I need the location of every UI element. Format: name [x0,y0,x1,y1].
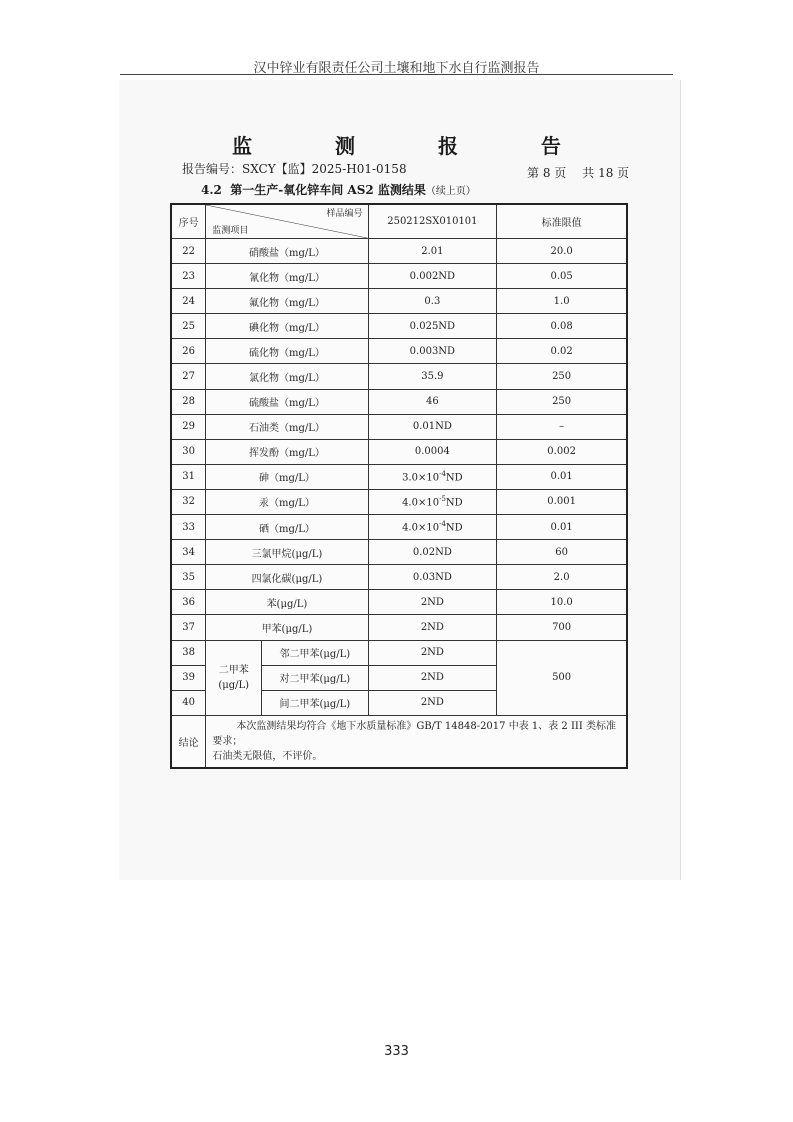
page-count [527,164,629,181]
row-number: 33 [171,515,206,540]
table-row [171,590,627,615]
row-number: 30 [171,439,206,464]
table-row [171,640,627,665]
table-row [171,515,627,540]
standard-limit: 20.0 [497,239,627,264]
row-number: 39 [171,665,206,690]
section-title: 第一生产-氧化锌车间 AS2 监测结果 [230,183,426,197]
monitoring-item: 间二甲苯(μg/L) [262,690,368,715]
monitoring-item: 邻二甲苯(μg/L) [262,640,368,665]
conclusion-line1: 本次监测结果均符合《地下水质量标准》GB/T 14848-2017 中表 1、表 2 III 类标准要求； [212,720,616,747]
table-row [171,540,627,565]
report-number: 报告编号：SXCY【监】2025-H01-0158 [182,162,407,176]
monitoring-item: 对二甲苯(μg/L) [262,665,368,690]
result-value [368,464,497,489]
standard-limit: 10.0 [497,590,627,615]
result-suffix: ND [445,472,463,484]
result-exponent: -4 [439,520,446,529]
monitoring-item: 硝酸盐（mg/L） [206,239,368,264]
result-value: 2ND [368,665,497,690]
standard-limit: 0.001 [497,489,627,514]
result-value: 2ND [368,615,497,640]
monitoring-item: 硫酸盐（mg/L） [206,389,368,414]
table-row [171,565,627,590]
standard-limit: 0.02 [497,339,627,364]
document-title: 监 测 报 告 [232,134,599,158]
result-base: 3.0×10 [402,472,440,484]
row-number: 22 [171,239,206,264]
table-row [171,314,627,339]
row-number: 25 [171,314,206,339]
standard-limit: – [497,414,627,439]
result-value: 0.002ND [368,264,497,289]
row-number: 37 [171,615,206,640]
page-header: 汉中锌业有限责任公司土壤和地下水自行监测报告 [253,61,540,76]
result-value: 0.0004 [368,439,497,464]
monitoring-item: 氟化物（mg/L） [206,289,368,314]
table-row [171,239,627,264]
monitoring-item: 石油类（mg/L） [206,414,368,439]
table-row [171,264,627,289]
row-number: 35 [171,565,206,590]
conclusion-label: 结论 [171,715,206,768]
table-row [171,389,627,414]
row-number: 28 [171,389,206,414]
table-row [171,414,627,439]
row-number: 29 [171,414,206,439]
table-row [171,464,627,489]
standard-limit: 250 [497,389,627,414]
result-exponent: -5 [439,495,446,504]
row-number: 24 [171,289,206,314]
result-value: 2ND [368,590,497,615]
page-number: 333 [384,1044,409,1059]
monitoring-item: 挥发酚（mg/L） [206,439,368,464]
result-suffix: ND [445,522,463,534]
section-note: （续上页） [425,186,476,197]
row-number: 31 [171,464,206,489]
standard-limit: 0.08 [497,314,627,339]
header-divider [120,74,673,75]
table-row [171,364,627,389]
result-value: 0.3 [368,289,497,314]
monitoring-item: 汞（mg/L） [206,489,368,514]
conclusion-text [206,715,627,768]
header-seq: 序号 [171,204,206,239]
conclusion-line2: 石油类无限值，不评价。 [212,750,323,762]
result-value: 0.01ND [368,414,497,439]
table-row [171,489,627,514]
standard-limit: 250 [497,364,627,389]
result-base: 4.0×10 [402,522,440,534]
table-row [171,615,627,640]
monitoring-item: 砷（mg/L） [206,464,368,489]
header-diagonal-cell [206,204,368,239]
monitoring-item: 四氯化碳(μg/L) [206,565,368,590]
xylene-group-label [206,640,262,715]
result-value: 2ND [368,640,497,665]
monitoring-item: 氯化物（mg/L） [206,364,368,389]
total-pages: 共 18 页 [582,166,630,180]
table-row [171,439,627,464]
row-number: 32 [171,489,206,514]
header-limit: 标准限值 [497,204,627,239]
result-base: 4.0×10 [402,497,440,509]
standard-limit: 60 [497,540,627,565]
result-value [368,489,497,514]
monitoring-item: 碘化物（mg/L） [206,314,368,339]
standard-limit: 500 [497,640,627,715]
monitoring-item: 甲苯(μg/L) [206,615,368,640]
row-number: 36 [171,590,206,615]
result-suffix: ND [445,497,463,509]
monitoring-item: 苯(μg/L) [206,590,368,615]
row-number: 38 [171,640,206,665]
group-label-line1: 二甲苯 [218,664,249,676]
section-heading [201,181,476,198]
row-number: 27 [171,364,206,389]
results-table [170,203,628,769]
result-value: 0.02ND [368,540,497,565]
standard-limit: 0.01 [497,464,627,489]
table-header-row [171,204,627,239]
result-value: 0.03ND [368,565,497,590]
result-value: 2ND [368,690,497,715]
standard-limit: 0.01 [497,515,627,540]
result-exponent: -4 [439,470,446,479]
monitoring-item: 硒（mg/L） [206,515,368,540]
monitoring-item: 三氯甲烷(μg/L) [206,540,368,565]
table-row [171,339,627,364]
result-value [368,515,497,540]
result-value: 2.01 [368,239,497,264]
group-label-line2: (μg/L) [218,679,250,691]
header-sample-id: 250212SX010101 [368,204,497,239]
monitoring-item: 氰化物（mg/L） [206,264,368,289]
result-value: 46 [368,389,497,414]
row-number: 26 [171,339,206,364]
section-number: 4.2 [201,183,222,197]
standard-limit: 2.0 [497,565,627,590]
standard-limit: 700 [497,615,627,640]
conclusion-row [171,715,627,768]
scan-edge [680,80,681,880]
table-row [171,289,627,314]
monitoring-item: 硫化物（mg/L） [206,339,368,364]
header-item-label: 监测项目 [212,226,249,236]
result-value: 35.9 [368,364,497,389]
current-page: 第 8 页 [527,166,567,180]
standard-limit: 0.05 [497,264,627,289]
header-sample-no-label: 样品编号 [326,209,363,219]
standard-limit: 0.002 [497,439,627,464]
result-value: 0.025ND [368,314,497,339]
result-value: 0.003ND [368,339,497,364]
row-number: 34 [171,540,206,565]
row-number: 23 [171,264,206,289]
row-number: 40 [171,690,206,715]
standard-limit: 1.0 [497,289,627,314]
